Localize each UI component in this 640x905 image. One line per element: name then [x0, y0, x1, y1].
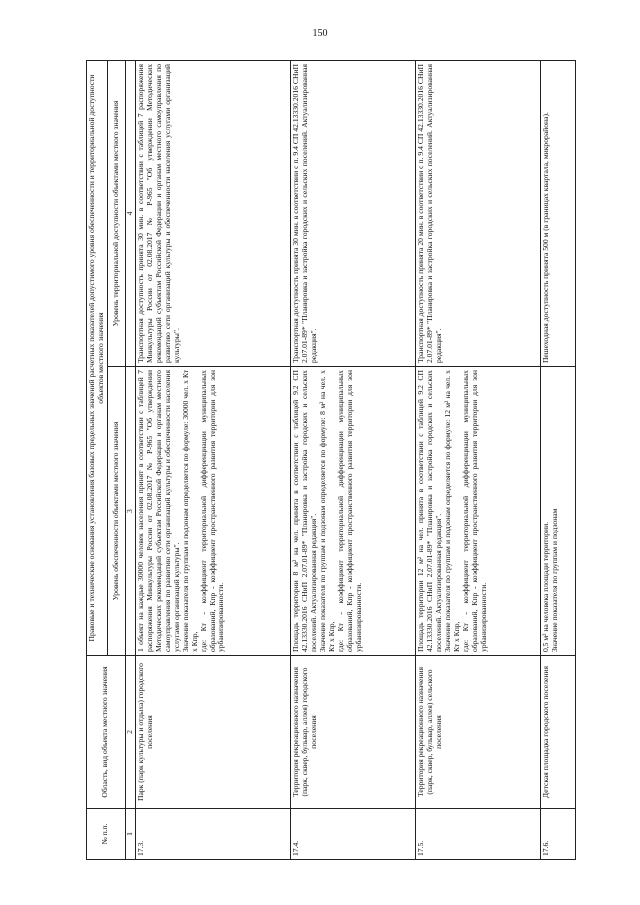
provision-text: Значение показателя по группам и подзонам	[549, 508, 559, 653]
provision-text: 1 объект на каждые 30000 человек населения принят в соответствии с таблицей 7 распоряжения Минкультуры России от 02.08.2017 № Р-965 "Об утверждении Методических рекомендаций субъектам Российской Федерации и органам местного самоуправления по развитию сети организаций культуры и обеспеченности населения услугами организаций культуры".	[135, 370, 181, 653]
header-access: Уровень территориальной доступности объектами местного значения	[107, 61, 125, 367]
access-text: Пешеходная доступность принята 500 м (в границах квартала, микрорайона).	[540, 112, 550, 364]
provision-text: Площадь территории 8 м² на чел. принята в соответствии с таблицей 9.2 СП 42.13330.2016 СНиП 2.07.01-89* "Планировка и застройка городских и сельских поселений. Актуализированная редакция".	[290, 370, 318, 653]
provision-text: Площадь территории 12 м² на чел. принята в соответствии с таблицей 9.2 СП 42.13330.2016 СНиП 2.07.01-89* "Планировка и застройка городских и сельских поселений. Актуализированная редакция".	[415, 370, 443, 653]
header-group: Правовые и технические основания установления базовых предельных значений расчетных показателей допустимого уровня обеспеченности и территориальной доступности объектов местного значения	[87, 61, 108, 656]
norms-table	[86, 60, 576, 860]
page-number: 150	[312, 28, 328, 39]
header-num: № п.п.	[87, 809, 126, 860]
object-type: Парк (парк культуры и отдыха) городского поселения	[135, 656, 290, 809]
table-row	[290, 61, 415, 860]
header-area: Область, вид объекта местного значения	[87, 656, 126, 809]
provision-text: Значение показателя по группам и подзонам определяется по формуле: 30000 чел. х Кт х Кпр,	[180, 370, 199, 653]
row-number: 17.4.	[290, 809, 415, 860]
access-cell	[415, 61, 540, 367]
column-index: 2	[125, 656, 135, 809]
row-number: 17.6.	[540, 809, 575, 860]
column-index: 3	[125, 367, 135, 656]
object-type: Детская площадка городского поселения	[540, 656, 575, 809]
access-text: Транспортная доступность принята 30 мин. в соответствии с п. 9.4 СП 42.13330.2016 СНиП 2.07.01-89* "Планировка и застройка городских и сельских поселений. Актуализированная редакция".	[290, 64, 318, 364]
column-index-row	[125, 61, 135, 860]
table-row	[135, 61, 290, 860]
column-index: 4	[125, 61, 135, 367]
access-cell	[135, 61, 290, 367]
table-row	[540, 61, 575, 860]
provision-text: 0,5 м² на человека площади территории.	[540, 521, 550, 653]
provision-cell	[135, 367, 290, 656]
provision-cell	[290, 367, 415, 656]
rotated-table-container	[86, 60, 576, 860]
provision-text: Значение показателя по группам и подзонам определяется по формуле: 8 м² на чел. х Кт х Кпр,	[317, 370, 336, 653]
provision-text: где: Кт - коэффициент территориальной дифференциации муниципальных образований, Кпр - коэффициент пространственного развития территории для зон урбанизированности.	[198, 370, 226, 653]
object-type: Территория рекреационного назначения (парк, сквер, бульвар, аллея) городского поселения	[290, 656, 415, 809]
provision-cell	[540, 367, 575, 656]
row-number: 17.3.	[135, 809, 290, 860]
provision-text: где: Кт - коэффициент территориальной дифференциации муниципальных образований, Кпр - коэффициент пространственного развития территории для зон урбанизированности.	[460, 370, 488, 653]
object-type: Территория рекреационного назначения (парк, сквер, бульвар, аллея) сельского поселения	[415, 656, 540, 809]
column-index: 1	[125, 809, 135, 860]
access-text: Транспортная доступность принята 30 мин. в соответствии с таблицей 7 распоряжения Минкультуры России от 02.08.2017 № Р-965 "Об утверждении Методических рекомендаций субъектам Российской Федерации и органам местного самоуправления по развитию сети организаций культуры и обеспеченности населения услугами организаций культуры".	[135, 64, 181, 364]
provision-text: где: Кт - коэффициент территориальной дифференциации муниципальных образований, Кпр - коэффициент пространственного развития территории для зон урбанизированности.	[335, 370, 363, 653]
access-cell	[540, 61, 575, 367]
provision-cell	[415, 367, 540, 656]
table-row	[415, 61, 540, 860]
provision-text: Значение показателя по группам и подзонам определяется по формуле: 12 м² на чел. х Кт х Кпр,	[442, 370, 461, 653]
row-number: 17.5.	[415, 809, 540, 860]
access-text: Транспортная доступность принята 20 мин. в соответствии с п. 9.4 СП 42.13330.2016 СНиП 2.07.01-89* "Планировка и застройка городских и сельских поселений. Актуализированная редакция".	[415, 64, 443, 364]
header-provision: Уровень обеспеченности объектами местного значения	[107, 367, 125, 656]
access-cell	[290, 61, 415, 367]
